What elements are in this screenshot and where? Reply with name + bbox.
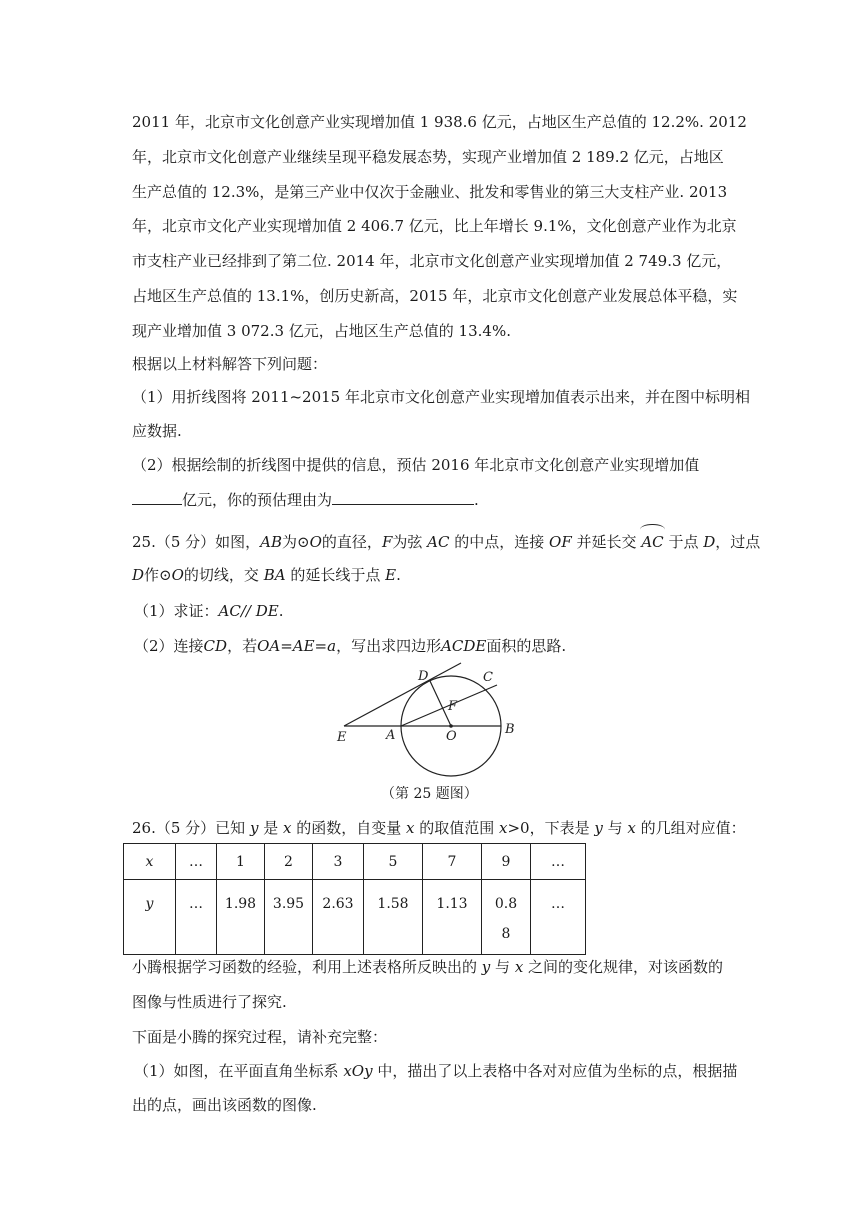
table-cell: 3.95 — [265, 880, 313, 955]
q24-part1: （1）用折线图将 2011~2015 年北京市文化创意产业实现增加值表示出来，并在图中标明相 — [132, 388, 750, 406]
table-cell: 3 — [313, 844, 364, 880]
label-c: C — [483, 670, 493, 685]
table-cell: 1 — [217, 844, 265, 880]
paragraph-line: 年，北京市文化产业实现增加值 2 406.7 亿元，比上年增长 9.1%，文化创意产业作为北京 — [132, 217, 737, 235]
q26-part1-cont: 出的点，画出该函数的图像. — [132, 1096, 317, 1114]
table-cell: 2.63 — [313, 880, 364, 955]
paragraph-line: 占地区生产总值的 13.1%，创历史新高，2015 年，北京市文化创意产业发展总体平稳，实 — [132, 287, 738, 305]
table-cell: 2 — [265, 844, 313, 880]
table-cell: y — [124, 880, 176, 955]
label-o: O — [446, 729, 457, 744]
label-d: D — [418, 669, 429, 684]
answer-blank[interactable] — [132, 488, 182, 505]
q24-part1-cont: 应数据. — [132, 422, 182, 440]
table-cell: … — [531, 844, 586, 880]
paragraph-line: 生产总值的 12.3%，是第三产业中仅次于金融业、批发和零售业的第三大支柱产业. 2013 — [132, 183, 728, 201]
q25-part2: （2）连接CD，若OA=AE=a，写出求四边形ACDE面积的思路. — [134, 637, 567, 655]
table-cell: … — [176, 844, 217, 880]
paragraph-line: 2011 年，北京市文化创意产业实现增加值 1 938.6 亿元，占地区生产总值的 12.2%. 2012 — [132, 113, 747, 131]
table-cell: x — [124, 844, 176, 880]
q26-text-1: 小腾根据学习函数的经验，利用上述表格所反映出的 y 与 x 之间的变化规律，对该函数的 — [132, 958, 724, 976]
value-table — [123, 843, 586, 955]
table-cell: … — [176, 880, 217, 955]
table-cell: 7 — [423, 844, 482, 880]
table-row-x — [124, 844, 586, 880]
table-cell: 0.88 — [482, 880, 531, 955]
paragraph-line: 市支柱产业已经排到了第二位. 2014 年，北京市文化创意产业实现增加值 2 749.3 亿元， — [132, 252, 732, 270]
table-cell: 9 — [482, 844, 531, 880]
table-cell: 1.98 — [217, 880, 265, 955]
label-b: B — [505, 722, 515, 737]
table-cell: … — [531, 880, 586, 955]
label-e: E — [337, 730, 347, 745]
q26-part1: （1）如图，在平面直角坐标系 xOy 中，描出了以上表格中各对对应值为坐标的点，根据描 — [134, 1062, 738, 1080]
q25-stem-cont: D作⊙O的切线，交 BA 的延长线于点 E. — [132, 566, 401, 584]
label-a: A — [386, 728, 396, 743]
q25-stem: 25.（5 分）如图，AB为⊙O的直径，F为弦 AC 的中点，连接 OF 并延长交 AC 于点 D，过点 — [132, 533, 761, 551]
figure-caption: （第 25 题图） — [381, 786, 478, 802]
q26-text-2: 图像与性质进行了探究. — [132, 993, 287, 1011]
label-f: F — [448, 699, 458, 714]
arc-ac-symbol: AC — [641, 533, 664, 551]
q26-stem: 26.（5 分）已知 y 是 x 的函数，自变量 x 的取值范围 x>0，下表是 y 与 x 的几组对应值： — [132, 819, 746, 837]
q26-text-3: 下面是小腾的探究过程，请补充完整： — [132, 1028, 388, 1046]
paragraph-line: 年，北京市文化创意产业继续呈现平稳发展态势，实现产业增加值 2 189.2 亿元，占地区 — [132, 148, 724, 166]
q24-part2: （2）根据绘制的折线图中提供的信息，预估 2016 年北京市文化创意产业实现增加值 — [132, 456, 700, 474]
table-cell: 5 — [364, 844, 423, 880]
table-row-y — [124, 880, 586, 955]
reason-blank[interactable] — [332, 488, 474, 505]
q24-prompt: 根据以上材料解答下列问题： — [132, 355, 328, 373]
table-cell: 1.13 — [423, 880, 482, 955]
center-point-o — [449, 724, 453, 728]
q24-part2-answer-line: 亿元，你的预估理由为 . — [132, 488, 479, 510]
q25-part1: （1）求证：AC// DE. — [134, 602, 284, 620]
geometry-figure — [330, 655, 530, 780]
paragraph-line: 现产业增加值 3 072.3 亿元，占地区生产总值的 13.4%. — [132, 322, 511, 340]
table-cell: 1.58 — [364, 880, 423, 955]
